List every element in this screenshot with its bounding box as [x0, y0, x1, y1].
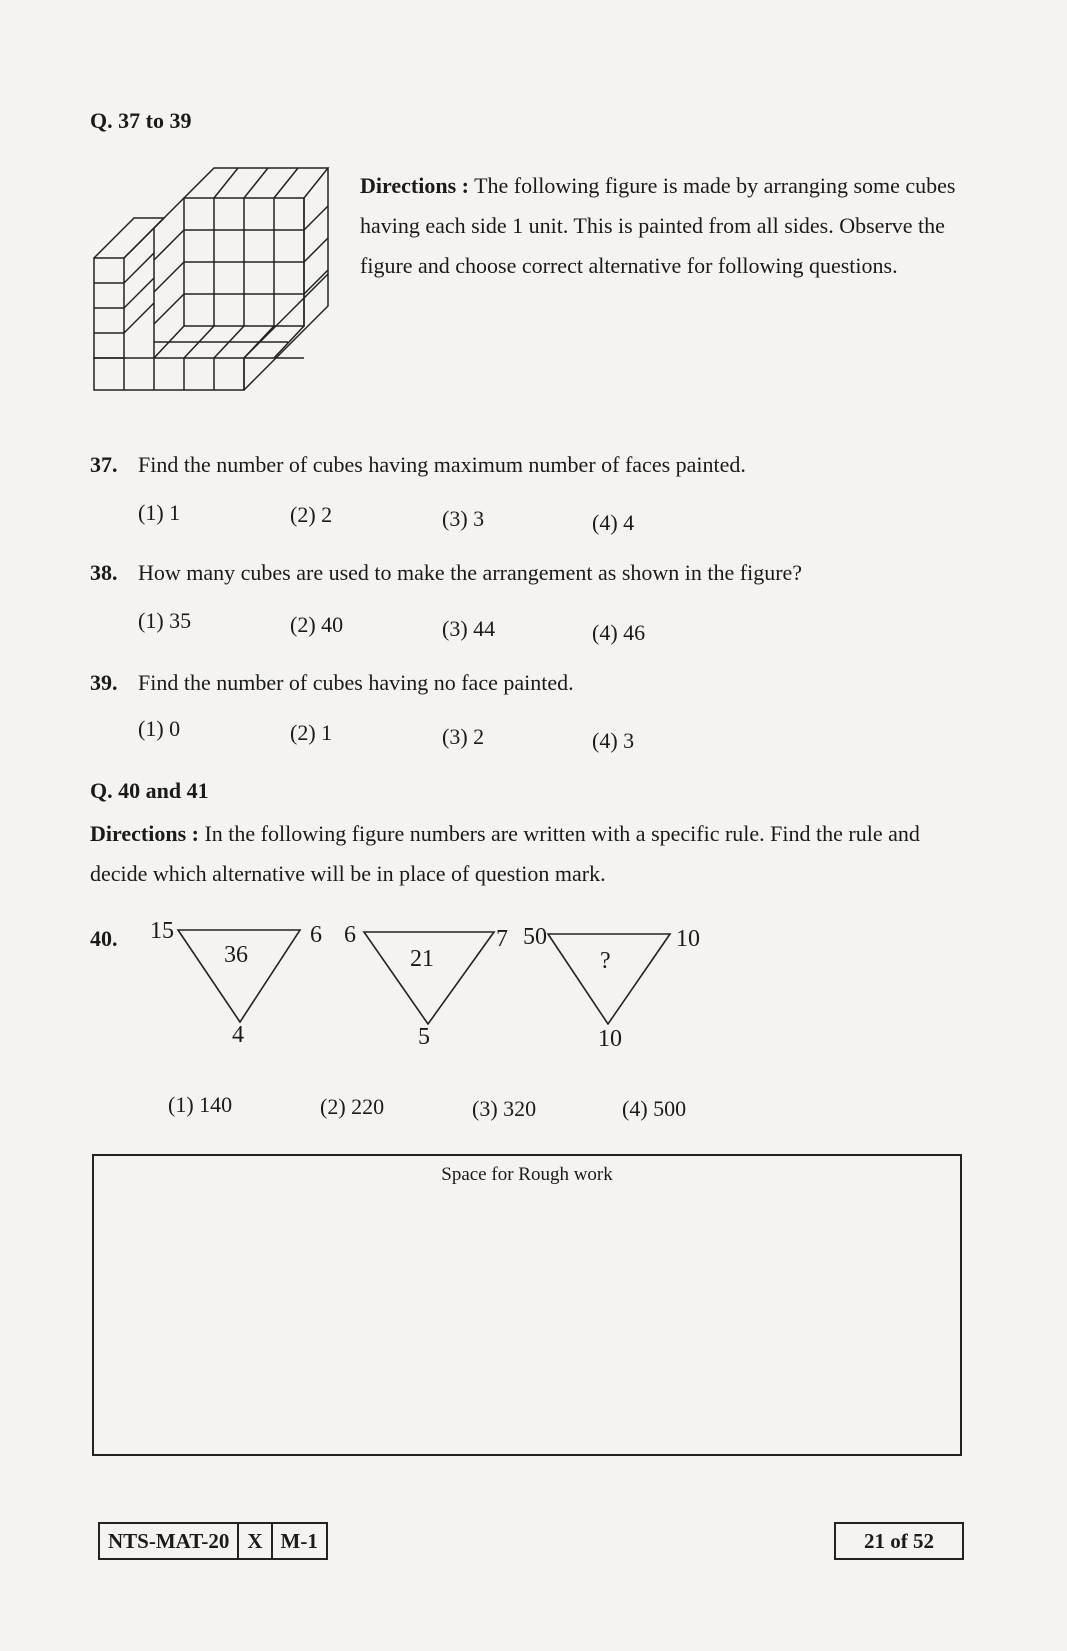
triangle-figures	[170, 920, 710, 1030]
directions-text: The following figure is made by arranging some cubes having each side 1 unit. This is painted from all sides. Observe the figure and choose correct alternative for following questions.	[360, 173, 956, 278]
directions-40-41	[90, 814, 970, 894]
triangle-1-right: 6	[310, 922, 322, 948]
triangle-2-right: 7	[496, 926, 508, 952]
question-text: Find the number of cubes having maximum number of faces painted.	[138, 452, 746, 477]
question-number: 39.	[90, 670, 118, 695]
q38-option-1[interactable]: (1) 35	[138, 608, 192, 633]
triangle-1-left: 15	[150, 918, 174, 944]
q39-option-3[interactable]: (3) 2	[442, 724, 485, 749]
footer-set: M-1	[280, 1529, 318, 1553]
question-number: 38.	[90, 560, 118, 585]
directions-label: Directions :	[360, 173, 469, 198]
triangle-2-left: 6	[344, 922, 356, 948]
q40-option-4[interactable]: (4) 500	[622, 1096, 687, 1121]
directions-text: In the following figure numbers are written with a specific rule. Find the rule and decide which alternative will be in place of question mark.	[90, 821, 920, 886]
triangle-3-left: 50	[523, 924, 547, 950]
q37-option-3[interactable]: (3) 3	[442, 506, 485, 531]
q39-option-1[interactable]: (1) 0	[138, 716, 181, 741]
q39-option-2[interactable]: (2) 1	[290, 720, 333, 745]
footer-code: NTS-MAT-20	[100, 1524, 239, 1558]
triangle-2-center: 21	[410, 946, 434, 972]
footer-page-box	[834, 1522, 964, 1560]
triangle-1-center: 36	[224, 942, 248, 968]
triangle-3-bottom: 10	[598, 1026, 622, 1052]
directions-37-39	[360, 166, 960, 286]
question-number: 40.	[90, 926, 118, 951]
page-number: 21 of 52	[864, 1529, 934, 1553]
question-text: Find the number of cubes having no face painted.	[138, 670, 574, 695]
q40-option-2[interactable]: (2) 220	[320, 1094, 385, 1119]
q40-option-3[interactable]: (3) 320	[472, 1096, 537, 1121]
triangle-2-bottom: 5	[418, 1024, 430, 1050]
question-37	[90, 452, 746, 478]
cube-arrangement-figure	[88, 160, 338, 400]
triangle-3-right: 10	[676, 926, 700, 952]
rough-work-area[interactable]	[92, 1154, 962, 1456]
rough-work-label: Space for Rough work	[441, 1164, 613, 1185]
q37-option-2[interactable]: (2) 2	[290, 502, 333, 527]
section-heading-37-39: Q. 37 to 39	[90, 108, 192, 133]
q38-option-2[interactable]: (2) 40	[290, 612, 344, 637]
question-text: How many cubes are used to make the arrangement as shown in the figure?	[138, 560, 803, 585]
footer-paper-code	[98, 1522, 328, 1560]
q37-option-4[interactable]: (4) 4	[592, 510, 635, 535]
q40-option-1[interactable]: (1) 140	[168, 1092, 233, 1117]
q39-option-4[interactable]: (4) 3	[592, 728, 635, 753]
triangle-3-center: ?	[600, 948, 611, 974]
directions-label: Directions :	[90, 821, 199, 846]
question-38	[90, 560, 802, 586]
q37-option-1[interactable]: (1) 1	[138, 500, 181, 525]
section-heading-40-41: Q. 40 and 41	[90, 778, 209, 803]
question-number: 37.	[90, 452, 118, 477]
footer-standard: X	[239, 1524, 272, 1558]
q38-option-4[interactable]: (4) 46	[592, 620, 646, 645]
triangle-1-bottom: 4	[232, 1022, 244, 1048]
q38-option-3[interactable]: (3) 44	[442, 616, 496, 641]
question-39	[90, 670, 574, 696]
question-40	[90, 926, 138, 952]
